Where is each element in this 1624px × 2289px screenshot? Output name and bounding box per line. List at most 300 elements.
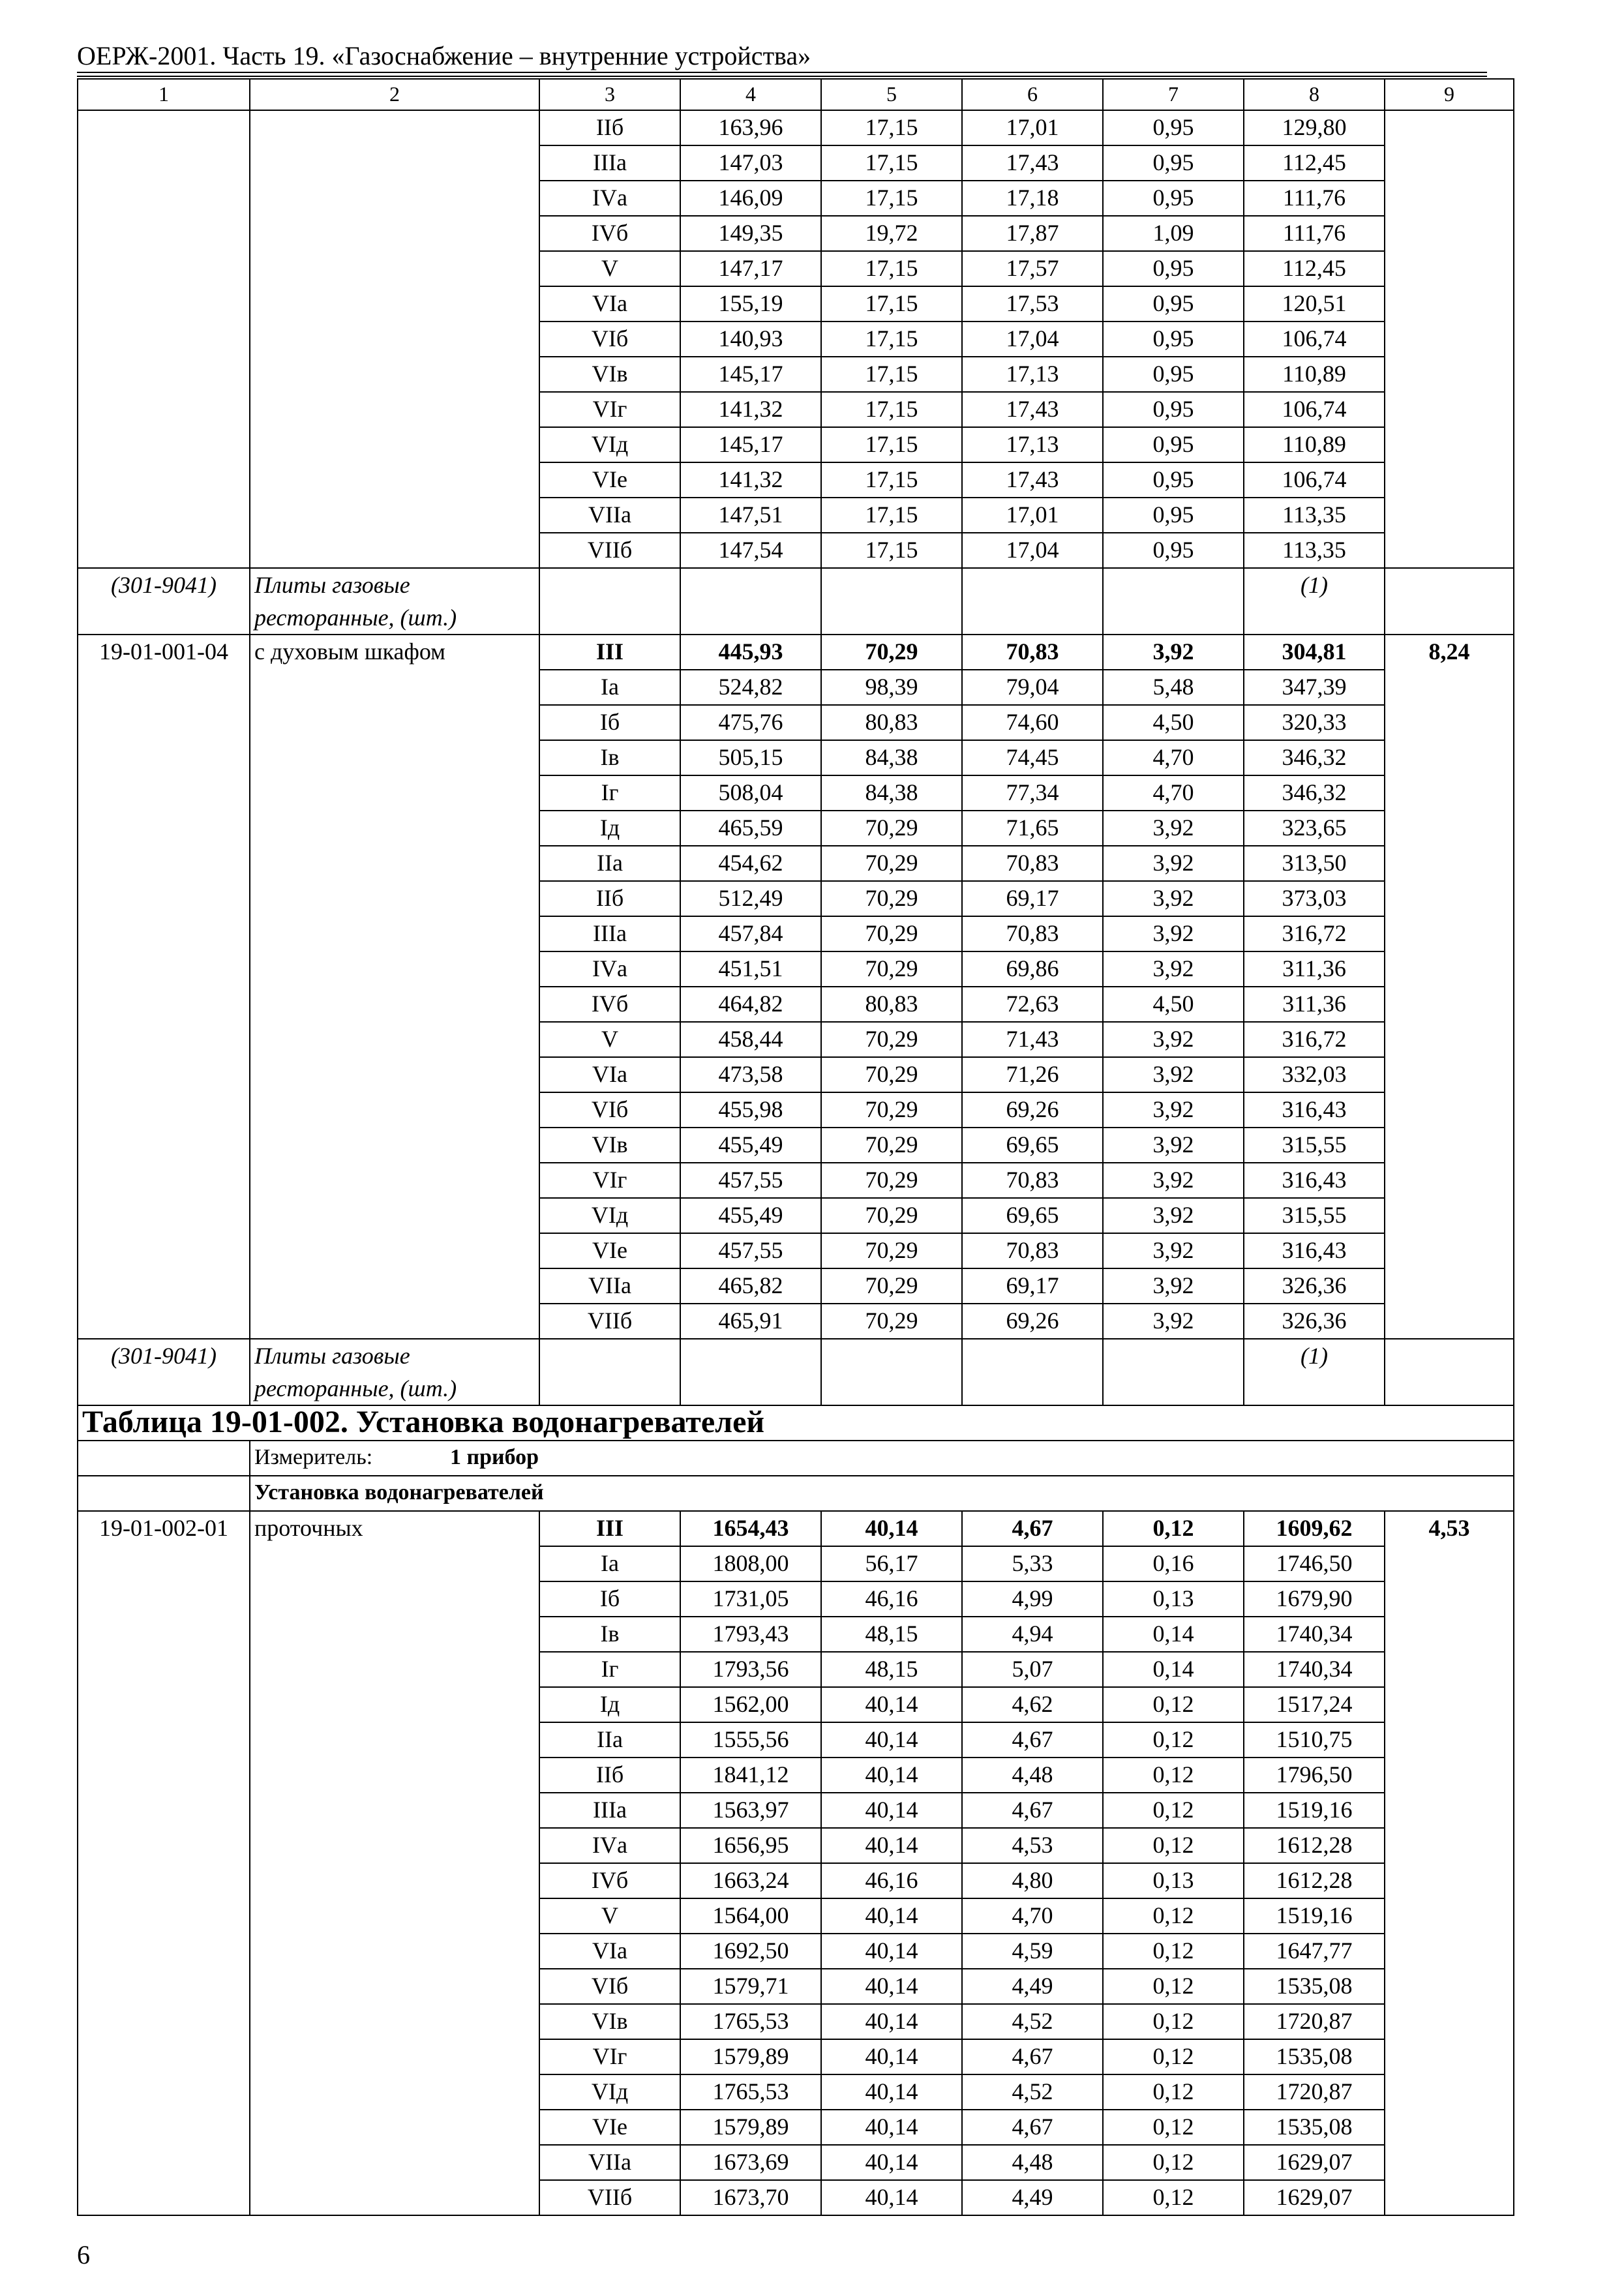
table-title: Таблица 19-01-002. Установка водонагревателей [78, 1405, 1514, 1441]
price-table [77, 78, 1514, 2216]
price-value: 80,83 [821, 987, 962, 1022]
region-code: VIб [539, 322, 680, 357]
price-value: 0,13 [1103, 1581, 1244, 1617]
price-value: 1535,08 [1244, 1969, 1385, 2004]
price-value: 505,15 [680, 740, 821, 775]
price-value: 70,83 [962, 1233, 1103, 1268]
price-value: 40,14 [821, 2145, 962, 2180]
column-number: 8 [1244, 79, 1385, 110]
price-value: 3,92 [1103, 916, 1244, 951]
labor-value: 8,24 [1385, 635, 1514, 1339]
price-value: 0,95 [1103, 110, 1244, 145]
price-value: 141,32 [680, 462, 821, 498]
labor-value: 4,53 [1385, 1511, 1514, 2215]
column-number: 2 [250, 79, 539, 110]
region-code: VIIа [539, 498, 680, 533]
price-value: 4,67 [962, 2039, 1103, 2074]
position-code: 19-01-002-01 [78, 1511, 250, 2215]
table-row-main [78, 1511, 1514, 1546]
price-value: 0,12 [1103, 2110, 1244, 2145]
region-code: VIг [539, 2039, 680, 2074]
price-value: 0,12 [1103, 1687, 1244, 1722]
price-value: 3,92 [1103, 635, 1244, 670]
price-value: 112,45 [1244, 251, 1385, 286]
region-code: VIв [539, 1128, 680, 1163]
price-value: 3,92 [1103, 1268, 1244, 1304]
region-code: IIб [539, 881, 680, 916]
price-value: 464,82 [680, 987, 821, 1022]
price-value: 149,35 [680, 216, 821, 251]
column-number: 4 [680, 79, 821, 110]
price-value: 1510,75 [1244, 1722, 1385, 1758]
price-value: 1720,87 [1244, 2074, 1385, 2110]
price-value: 70,29 [821, 1092, 962, 1128]
price-value: 4,59 [962, 1934, 1103, 1969]
price-value: 17,15 [821, 286, 962, 322]
price-value: 17,13 [962, 357, 1103, 392]
price-value: 1517,24 [1244, 1687, 1385, 1722]
price-value: 113,35 [1244, 498, 1385, 533]
price-value: 346,32 [1244, 740, 1385, 775]
price-value: 0,14 [1103, 1652, 1244, 1687]
region-code: VIв [539, 2004, 680, 2039]
region-code: IIа [539, 846, 680, 881]
position-name: проточных [250, 1511, 539, 2215]
price-value: 69,65 [962, 1128, 1103, 1163]
price-value: 17,01 [962, 110, 1103, 145]
price-value: 71,65 [962, 811, 1103, 846]
column-number: 6 [962, 79, 1103, 110]
price-value: 1731,05 [680, 1581, 821, 1617]
price-value: 4,48 [962, 2145, 1103, 2180]
region-code: VIе [539, 2110, 680, 2145]
measure-value: 1 прибор [450, 1445, 539, 1469]
price-value: 17,87 [962, 216, 1103, 251]
price-value: 1765,53 [680, 2074, 821, 2110]
price-value: 373,03 [1244, 881, 1385, 916]
region-code: Iа [539, 670, 680, 705]
region-code: Iб [539, 1581, 680, 1617]
price-value: 40,14 [821, 2074, 962, 2110]
price-value: 473,58 [680, 1057, 821, 1092]
price-value: 145,17 [680, 427, 821, 462]
resource-name [250, 568, 539, 635]
price-value: 1673,69 [680, 2145, 821, 2180]
price-value: 145,17 [680, 357, 821, 392]
empty-cell [1103, 568, 1244, 635]
price-value: 40,14 [821, 2004, 962, 2039]
price-value: 326,36 [1244, 1268, 1385, 1304]
price-value: 455,49 [680, 1198, 821, 1233]
region-code: Iд [539, 1687, 680, 1722]
empty-cell [821, 568, 962, 635]
price-value: 17,43 [962, 462, 1103, 498]
region-code: Iг [539, 775, 680, 811]
price-value: 512,49 [680, 881, 821, 916]
price-value: 106,74 [1244, 322, 1385, 357]
price-value: 316,43 [1244, 1233, 1385, 1268]
column-number: 3 [539, 79, 680, 110]
resource-name-line1: Плиты газовые [254, 572, 410, 598]
price-value: 1808,00 [680, 1546, 821, 1581]
price-value: 5,33 [962, 1546, 1103, 1581]
price-value: 0,14 [1103, 1617, 1244, 1652]
resource-note-row [78, 1339, 1514, 1405]
price-value: 0,12 [1103, 2145, 1244, 2180]
price-value: 17,15 [821, 462, 962, 498]
price-value: 475,76 [680, 705, 821, 740]
price-value: 40,14 [821, 1722, 962, 1758]
price-value: 70,29 [821, 1163, 962, 1198]
price-value: 1579,89 [680, 2039, 821, 2074]
empty-cell [78, 1441, 250, 1476]
price-value: 1519,16 [1244, 1898, 1385, 1934]
price-value: 4,50 [1103, 987, 1244, 1022]
price-value: 347,39 [1244, 670, 1385, 705]
empty-cell [1103, 1339, 1244, 1405]
region-code: VIб [539, 1092, 680, 1128]
price-value: 69,65 [962, 1198, 1103, 1233]
table-title-row [78, 1405, 1514, 1441]
column-number: 7 [1103, 79, 1244, 110]
price-value: 0,95 [1103, 462, 1244, 498]
region-code: III [539, 1511, 680, 1546]
section-title: Установка водонагревателей [250, 1476, 1514, 1511]
price-value: 316,72 [1244, 916, 1385, 951]
column-number: 1 [78, 79, 250, 110]
price-value: 17,53 [962, 286, 1103, 322]
price-value: 17,15 [821, 181, 962, 216]
price-value: 311,36 [1244, 951, 1385, 987]
name-cell [250, 110, 539, 568]
price-value: 1656,95 [680, 1828, 821, 1863]
price-value: 465,59 [680, 811, 821, 846]
price-value: 77,34 [962, 775, 1103, 811]
region-code: VIг [539, 1163, 680, 1198]
price-value: 455,98 [680, 1092, 821, 1128]
price-value: 0,12 [1103, 1722, 1244, 1758]
price-value: 4,80 [962, 1863, 1103, 1898]
region-code: IVа [539, 1828, 680, 1863]
region-code: VIе [539, 1233, 680, 1268]
region-code: VIе [539, 462, 680, 498]
price-value: 70,29 [821, 881, 962, 916]
price-value: 4,52 [962, 2004, 1103, 2039]
price-value: 19,72 [821, 216, 962, 251]
price-value: 326,36 [1244, 1304, 1385, 1339]
price-value: 70,29 [821, 1268, 962, 1304]
region-code: VIIб [539, 2180, 680, 2215]
price-value: 315,55 [1244, 1128, 1385, 1163]
price-value: 0,95 [1103, 357, 1244, 392]
price-value: 111,76 [1244, 216, 1385, 251]
price-value: 70,29 [821, 951, 962, 987]
price-value: 17,15 [821, 110, 962, 145]
price-value: 524,82 [680, 670, 821, 705]
price-value: 48,15 [821, 1652, 962, 1687]
price-value: 3,92 [1103, 1163, 1244, 1198]
price-value: 4,70 [1103, 775, 1244, 811]
price-value: 98,39 [821, 670, 962, 705]
region-code: VIб [539, 1969, 680, 2004]
price-value: 163,96 [680, 110, 821, 145]
price-value: 0,12 [1103, 2074, 1244, 2110]
price-value: 1692,50 [680, 1934, 821, 1969]
region-code: V [539, 1898, 680, 1934]
price-value: 1579,89 [680, 2110, 821, 2145]
price-value: 106,74 [1244, 462, 1385, 498]
page-number: 6 [77, 2240, 90, 2269]
price-value: 1673,70 [680, 2180, 821, 2215]
price-value: 1740,34 [1244, 1617, 1385, 1652]
resource-name-line2: ресторанные, (шт.) [254, 605, 457, 631]
price-value: 71,43 [962, 1022, 1103, 1057]
price-value: 5,07 [962, 1652, 1103, 1687]
price-value: 4,53 [962, 1828, 1103, 1863]
price-value: 4,52 [962, 2074, 1103, 2110]
region-code: Iв [539, 740, 680, 775]
price-value: 313,50 [1244, 846, 1385, 881]
column-number: 9 [1385, 79, 1514, 110]
price-value: 113,35 [1244, 533, 1385, 568]
price-value: 0,12 [1103, 1511, 1244, 1546]
price-value: 74,60 [962, 705, 1103, 740]
measure-cell [250, 1441, 1514, 1476]
price-value: 147,51 [680, 498, 821, 533]
price-value: 106,74 [1244, 392, 1385, 427]
price-value: 1612,28 [1244, 1828, 1385, 1863]
price-value: 4,67 [962, 1722, 1103, 1758]
price-value: 0,12 [1103, 1969, 1244, 2004]
table-row-main [78, 635, 1514, 670]
region-code: Iд [539, 811, 680, 846]
region-code: VIд [539, 427, 680, 462]
price-value: 323,65 [1244, 811, 1385, 846]
price-value: 3,92 [1103, 951, 1244, 987]
price-value: 1647,77 [1244, 1934, 1385, 1969]
region-code: VIд [539, 2074, 680, 2110]
price-value: 70,29 [821, 1128, 962, 1163]
resource-name-line2: ресторанные, (шт.) [254, 1375, 457, 1401]
price-value: 1,09 [1103, 216, 1244, 251]
region-code: IVб [539, 1863, 680, 1898]
price-value: 0,95 [1103, 427, 1244, 462]
price-value: 40,14 [821, 2110, 962, 2145]
price-value: 79,04 [962, 670, 1103, 705]
price-value: 46,16 [821, 1581, 962, 1617]
price-value: 40,14 [821, 1758, 962, 1793]
region-code: VIа [539, 1057, 680, 1092]
price-value: 84,38 [821, 740, 962, 775]
price-value: 71,26 [962, 1057, 1103, 1092]
page-header-title: ОЕРЖ-2001. Часть 19. «Газоснабжение – внутренние устройства» [77, 41, 811, 70]
resource-name [250, 1339, 539, 1405]
price-value: 0,12 [1103, 2004, 1244, 2039]
price-value: 0,95 [1103, 251, 1244, 286]
region-code: Iг [539, 1652, 680, 1687]
price-value: 40,14 [821, 2039, 962, 2074]
price-value: 1555,56 [680, 1722, 821, 1758]
resource-qty: (1) [1244, 1339, 1385, 1405]
price-value: 4,67 [962, 1511, 1103, 1546]
price-value: 465,82 [680, 1268, 821, 1304]
price-value: 4,94 [962, 1617, 1103, 1652]
region-code: V [539, 251, 680, 286]
price-value: 17,04 [962, 322, 1103, 357]
region-code: VIг [539, 392, 680, 427]
price-value: 17,15 [821, 322, 962, 357]
price-value: 141,32 [680, 392, 821, 427]
price-value: 70,29 [821, 846, 962, 881]
price-value: 17,18 [962, 181, 1103, 216]
empty-cell [680, 1339, 821, 1405]
price-value: 72,63 [962, 987, 1103, 1022]
region-code: Iа [539, 1546, 680, 1581]
price-value: 1612,28 [1244, 1863, 1385, 1898]
price-value: 0,95 [1103, 498, 1244, 533]
price-value: 17,57 [962, 251, 1103, 286]
region-code: IIIа [539, 916, 680, 951]
price-value: 1793,43 [680, 1617, 821, 1652]
price-value: 17,15 [821, 498, 962, 533]
price-value: 17,01 [962, 498, 1103, 533]
price-value: 84,38 [821, 775, 962, 811]
empty-cell [1385, 1339, 1514, 1405]
price-value: 147,17 [680, 251, 821, 286]
price-value: 315,55 [1244, 1198, 1385, 1233]
resource-qty: (1) [1244, 568, 1385, 635]
price-value: 69,26 [962, 1092, 1103, 1128]
price-value: 40,14 [821, 1828, 962, 1863]
price-value: 3,92 [1103, 1092, 1244, 1128]
price-value: 0,16 [1103, 1546, 1244, 1581]
price-value: 70,83 [962, 635, 1103, 670]
price-value: 70,29 [821, 916, 962, 951]
price-value: 69,26 [962, 1304, 1103, 1339]
region-code: IIIа [539, 1793, 680, 1828]
price-value: 0,95 [1103, 145, 1244, 181]
price-value: 1629,07 [1244, 2180, 1385, 2215]
price-value: 1841,12 [680, 1758, 821, 1793]
price-value: 4,62 [962, 1687, 1103, 1722]
region-code: IIб [539, 1758, 680, 1793]
price-value: 70,83 [962, 846, 1103, 881]
price-value: 3,92 [1103, 1022, 1244, 1057]
price-value: 316,72 [1244, 1022, 1385, 1057]
price-value: 146,09 [680, 181, 821, 216]
price-value: 0,95 [1103, 286, 1244, 322]
price-value: 17,15 [821, 427, 962, 462]
price-value: 1740,34 [1244, 1652, 1385, 1687]
price-value: 1519,16 [1244, 1793, 1385, 1828]
price-value: 1765,53 [680, 2004, 821, 2039]
price-value: 4,50 [1103, 705, 1244, 740]
price-value: 112,45 [1244, 145, 1385, 181]
price-value: 457,55 [680, 1233, 821, 1268]
price-value: 48,15 [821, 1617, 962, 1652]
price-value: 1535,08 [1244, 2110, 1385, 2145]
labor-cell [1385, 110, 1514, 568]
price-value: 140,93 [680, 322, 821, 357]
price-value: 1562,00 [680, 1687, 821, 1722]
price-value: 40,14 [821, 1898, 962, 1934]
empty-cell [539, 1339, 680, 1405]
price-value: 0,12 [1103, 1828, 1244, 1863]
price-value: 4,99 [962, 1581, 1103, 1617]
price-value: 155,19 [680, 286, 821, 322]
price-value: 4,48 [962, 1758, 1103, 1793]
price-value: 40,14 [821, 1969, 962, 2004]
empty-cell [821, 1339, 962, 1405]
region-code: IIа [539, 1722, 680, 1758]
price-value: 1746,50 [1244, 1546, 1385, 1581]
region-code: VIв [539, 357, 680, 392]
resource-code: (301-9041) [78, 1339, 250, 1405]
column-number-row [78, 79, 1514, 110]
price-table-body [78, 79, 1514, 2215]
price-value: 311,36 [1244, 987, 1385, 1022]
region-code: Iб [539, 705, 680, 740]
price-value: 3,92 [1103, 811, 1244, 846]
header-rule-secondary [77, 76, 1487, 77]
price-value: 110,89 [1244, 357, 1385, 392]
price-value: 304,81 [1244, 635, 1385, 670]
empty-cell [962, 1339, 1103, 1405]
price-value: 445,93 [680, 635, 821, 670]
price-value: 110,89 [1244, 427, 1385, 462]
price-value: 3,92 [1103, 1304, 1244, 1339]
price-value: 320,33 [1244, 705, 1385, 740]
region-code: IIIа [539, 145, 680, 181]
price-value: 1654,43 [680, 1511, 821, 1546]
price-value: 74,45 [962, 740, 1103, 775]
measure-row [78, 1441, 1514, 1476]
price-value: 17,13 [962, 427, 1103, 462]
region-code: Iв [539, 1617, 680, 1652]
price-value: 0,12 [1103, 2180, 1244, 2215]
price-value: 508,04 [680, 775, 821, 811]
price-value: 40,14 [821, 2180, 962, 2215]
price-value: 17,04 [962, 533, 1103, 568]
empty-cell [1385, 568, 1514, 635]
price-value: 1796,50 [1244, 1758, 1385, 1793]
price-value: 40,14 [821, 1687, 962, 1722]
price-value: 3,92 [1103, 846, 1244, 881]
price-value: 0,13 [1103, 1863, 1244, 1898]
empty-cell [680, 568, 821, 635]
price-value: 40,14 [821, 1793, 962, 1828]
price-value: 4,70 [962, 1898, 1103, 1934]
price-value: 17,15 [821, 251, 962, 286]
region-code: VIа [539, 286, 680, 322]
price-value: 1564,00 [680, 1898, 821, 1934]
region-code: VIIб [539, 1304, 680, 1339]
measure-label: Измеритель: [254, 1445, 373, 1469]
price-value: 70,29 [821, 1022, 962, 1057]
price-value: 0,12 [1103, 1934, 1244, 1969]
price-value: 129,80 [1244, 110, 1385, 145]
price-value: 70,29 [821, 811, 962, 846]
price-value: 40,14 [821, 1934, 962, 1969]
price-value: 0,95 [1103, 181, 1244, 216]
price-value: 4,49 [962, 1969, 1103, 2004]
price-value: 1535,08 [1244, 2039, 1385, 2074]
region-code: IIб [539, 110, 680, 145]
price-value: 3,92 [1103, 1198, 1244, 1233]
price-value: 0,95 [1103, 533, 1244, 568]
price-value: 17,43 [962, 392, 1103, 427]
price-value: 458,44 [680, 1022, 821, 1057]
